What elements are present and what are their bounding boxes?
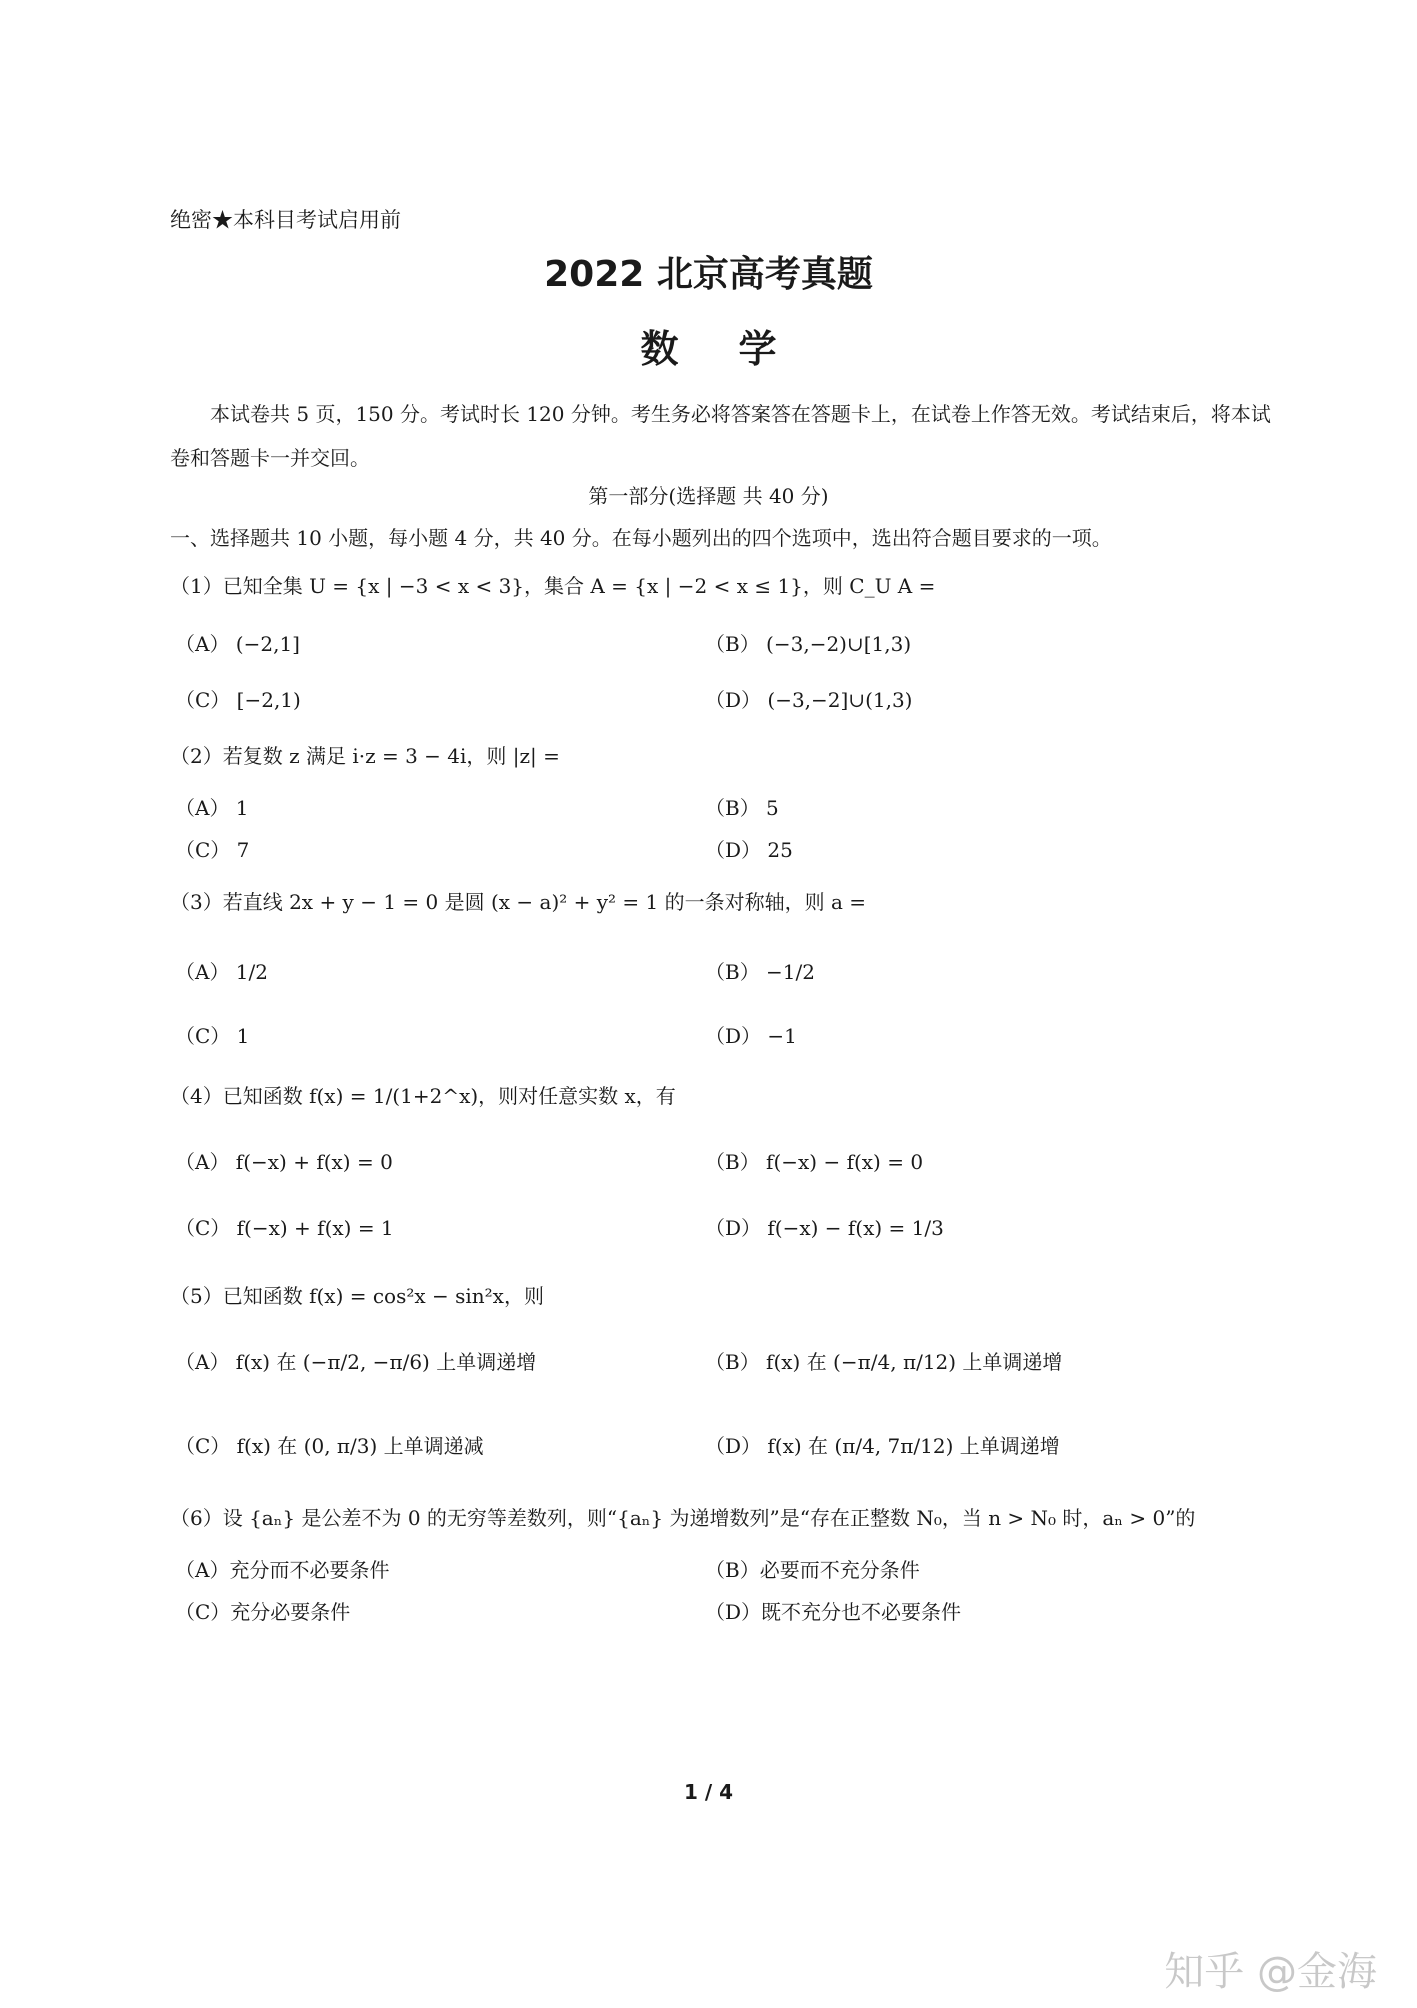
- question-1-option-a: （A） (−2,1]: [175, 632, 300, 656]
- question-5-option-b: （B） f(x) 在 (−π/4, π/12) 上单调递增: [705, 1350, 1063, 1374]
- subject-title: 数学: [640, 327, 837, 371]
- question-2-option-a: （A） 1: [175, 796, 249, 820]
- section-heading: 一、选择题共 10 小题，每小题 4 分，共 40 分。在每小题列出的四个选项中，选出符合题目要求的一项。: [170, 526, 1112, 550]
- question-3-option-b: （B） −1/2: [705, 960, 815, 984]
- confidential-note: 绝密★本科目考试启用前: [170, 208, 401, 232]
- question-6-option-a: （A）充分而不必要条件: [175, 1558, 390, 1582]
- question-4-option-b: （B） f(−x) − f(x) = 0: [705, 1150, 924, 1174]
- intro-paragraph: 本试卷共 5 页，150 分。考试时长 120 分钟。考生务必将答案答在答题卡上，在试卷上作答无效。考试结束后，将本试卷和答题卡一并交回。: [170, 402, 1271, 470]
- question-4-option-a: （A） f(−x) + f(x) = 0: [175, 1150, 393, 1174]
- page-number: 1 / 4: [683, 1780, 734, 1804]
- question-1-stem: （1）已知全集 U = {x | −3 < x < 3}，集合 A = {x | −2 < x ≤ 1}，则 C_U A =: [170, 574, 936, 598]
- question-2-option-b: （B） 5: [705, 796, 779, 820]
- question-2-option-d: （D） 25: [705, 838, 793, 862]
- question-2-stem: （2）若复数 z 满足 i·z = 3 − 4i，则 |z| =: [170, 744, 560, 768]
- question-2-option-c: （C） 7: [175, 838, 250, 862]
- question-3-option-c: （C） 1: [175, 1024, 250, 1048]
- page-title: 2022 北京高考真题: [544, 254, 873, 295]
- question-6-option-b: （B）必要而不充分条件: [705, 1558, 920, 1582]
- question-5-option-a: （A） f(x) 在 (−π/2, −π/6) 上单调递增: [175, 1350, 537, 1374]
- question-6-stem: （6）设 {aₙ} 是公差不为 0 的无穷等差数列，则“{aₙ} 为递增数列”是“存在正整数 N₀，当 n > N₀ 时，aₙ > 0”的: [170, 1506, 1196, 1530]
- part-heading: 第一部分(选择题 共 40 分): [588, 484, 829, 508]
- question-4-option-d: （D） f(−x) − f(x) = 1/3: [705, 1216, 944, 1240]
- question-5-option-d: （D） f(x) 在 (π/4, 7π/12) 上单调递增: [705, 1434, 1060, 1458]
- question-6-option-d: （D）既不充分也不必要条件: [705, 1600, 962, 1624]
- question-6-option-c: （C）充分必要条件: [175, 1600, 351, 1624]
- question-3-option-d: （D） −1: [705, 1024, 797, 1048]
- question-4-option-c: （C） f(−x) + f(x) = 1: [175, 1216, 394, 1240]
- question-1-option-b: （B） (−3,−2)∪[1,3): [705, 632, 912, 656]
- question-1-option-c: （C） [−2,1): [175, 688, 301, 712]
- question-1-option-d: （D） (−3,−2]∪(1,3): [705, 688, 913, 712]
- watermark: 知乎 @金海: [1164, 1949, 1377, 1995]
- question-3-option-a: （A） 1/2: [175, 960, 268, 984]
- question-3-stem: （3）若直线 2x + y − 1 = 0 是圆 (x − a)² + y² = 1 的一条对称轴，则 a =: [170, 890, 867, 914]
- question-4-stem: （4）已知函数 f(x) = 1/(1+2^x)，则对任意实数 x，有: [170, 1084, 676, 1108]
- question-5-stem: （5）已知函数 f(x) = cos²x − sin²x，则: [170, 1284, 544, 1308]
- question-5-option-c: （C） f(x) 在 (0, π/3) 上单调递减: [175, 1434, 484, 1458]
